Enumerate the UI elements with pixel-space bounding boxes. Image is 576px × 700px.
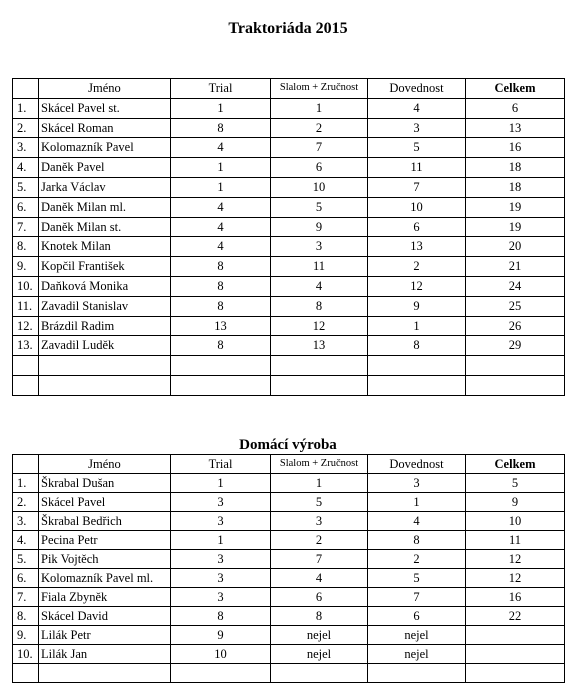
- row-trial: 1: [171, 158, 271, 178]
- header-trial: Trial: [171, 455, 271, 474]
- row-number: 10.: [13, 645, 39, 664]
- header-celkem: Celkem: [466, 79, 565, 99]
- row-slalom: 6: [271, 588, 368, 607]
- row-celkem: 18: [466, 177, 565, 197]
- row-dovednost: 5: [368, 569, 466, 588]
- row-slalom: 8: [271, 296, 368, 316]
- row-name: Skácel Pavel st.: [39, 98, 171, 118]
- header-number: [13, 79, 39, 99]
- row-trial: 9: [171, 626, 271, 645]
- row-trial: 3: [171, 588, 271, 607]
- table-row: [13, 493, 565, 512]
- table-row: [13, 626, 565, 645]
- row-number: 13.: [13, 336, 39, 356]
- row-number: 3.: [13, 512, 39, 531]
- row-celkem: [466, 645, 565, 664]
- row-trial: [171, 375, 271, 395]
- row-dovednost: 8: [368, 336, 466, 356]
- row-name: [39, 356, 171, 376]
- table-row: [13, 138, 565, 158]
- header-name: Jméno: [39, 455, 171, 474]
- row-trial: 8: [171, 607, 271, 626]
- row-number: 12.: [13, 316, 39, 336]
- table-header-row: [13, 455, 565, 474]
- row-number: 3.: [13, 138, 39, 158]
- row-slalom: 2: [271, 118, 368, 138]
- row-number: 9.: [13, 257, 39, 277]
- row-number: [13, 356, 39, 376]
- row-name: Pik Vojtěch: [39, 550, 171, 569]
- row-trial: 3: [171, 493, 271, 512]
- table-row: [13, 336, 565, 356]
- row-name: Skácel Roman: [39, 118, 171, 138]
- table-row: [13, 531, 565, 550]
- table-row: [13, 645, 565, 664]
- header-trial: Trial: [171, 79, 271, 99]
- row-name: Kolomazník Pavel: [39, 138, 171, 158]
- row-celkem: [466, 356, 565, 376]
- row-dovednost: 3: [368, 474, 466, 493]
- row-name: Pecina Petr: [39, 531, 171, 550]
- row-dovednost: 8: [368, 531, 466, 550]
- row-celkem: 19: [466, 217, 565, 237]
- table-row: [13, 356, 565, 376]
- row-name: Lilák Jan: [39, 645, 171, 664]
- row-trial: 1: [171, 474, 271, 493]
- table-row: [13, 569, 565, 588]
- row-celkem: 10: [466, 512, 565, 531]
- row-slalom: 5: [271, 197, 368, 217]
- row-number: 5.: [13, 177, 39, 197]
- row-celkem: 21: [466, 257, 565, 277]
- row-celkem: 12: [466, 550, 565, 569]
- row-dovednost: 1: [368, 316, 466, 336]
- row-slalom: nejel: [271, 626, 368, 645]
- table-header-row: [13, 79, 565, 99]
- row-celkem: 25: [466, 296, 565, 316]
- row-trial: 8: [171, 276, 271, 296]
- row-celkem: 11: [466, 531, 565, 550]
- row-slalom: 6: [271, 158, 368, 178]
- row-slalom: nejel: [271, 645, 368, 664]
- row-number: 11.: [13, 296, 39, 316]
- header-celkem: Celkem: [466, 455, 565, 474]
- page-title: Traktoriáda 2015: [228, 20, 348, 37]
- row-number: [13, 664, 39, 683]
- row-number: 5.: [13, 550, 39, 569]
- section-title: Domácí výroba: [239, 437, 337, 453]
- row-name: Daněk Pavel: [39, 158, 171, 178]
- table-row: [13, 118, 565, 138]
- row-name: Jarka Václav: [39, 177, 171, 197]
- row-dovednost: 6: [368, 217, 466, 237]
- table-row: [13, 257, 565, 277]
- row-name: Lilák Petr: [39, 626, 171, 645]
- row-trial: 3: [171, 569, 271, 588]
- row-number: 4.: [13, 158, 39, 178]
- row-dovednost: 7: [368, 177, 466, 197]
- row-slalom: 13: [271, 336, 368, 356]
- row-celkem: [466, 375, 565, 395]
- row-name: Zavadil Stanislav: [39, 296, 171, 316]
- row-number: 10.: [13, 276, 39, 296]
- row-celkem: 13: [466, 118, 565, 138]
- row-slalom: 4: [271, 276, 368, 296]
- header-dovednost: Dovednost: [368, 455, 466, 474]
- row-number: 8.: [13, 237, 39, 257]
- row-name: Kopčil František: [39, 257, 171, 277]
- header-slalom: Slalom + Zručnost: [271, 455, 368, 474]
- row-trial: [171, 356, 271, 376]
- row-celkem: 5: [466, 474, 565, 493]
- row-dovednost: 1: [368, 493, 466, 512]
- row-trial: 3: [171, 512, 271, 531]
- row-number: 4.: [13, 531, 39, 550]
- table-row: [13, 316, 565, 336]
- row-number: 6.: [13, 197, 39, 217]
- row-celkem: 29: [466, 336, 565, 356]
- row-slalom: 5: [271, 493, 368, 512]
- row-dovednost: 3: [368, 118, 466, 138]
- row-dovednost: 7: [368, 588, 466, 607]
- table-row: [13, 550, 565, 569]
- row-number: 2.: [13, 493, 39, 512]
- row-name: Knotek Milan: [39, 237, 171, 257]
- row-trial: 1: [171, 98, 271, 118]
- table-row: [13, 375, 565, 395]
- row-slalom: 3: [271, 512, 368, 531]
- table-row: [13, 296, 565, 316]
- row-celkem: 6: [466, 98, 565, 118]
- row-name: Škrabal Bedřich: [39, 512, 171, 531]
- row-slalom: 8: [271, 607, 368, 626]
- row-trial: 10: [171, 645, 271, 664]
- row-celkem: 26: [466, 316, 565, 336]
- row-dovednost: nejel: [368, 645, 466, 664]
- row-trial: 8: [171, 336, 271, 356]
- row-celkem: 22: [466, 607, 565, 626]
- results-table-homemade: [12, 454, 565, 683]
- row-name: Škrabal Dušan: [39, 474, 171, 493]
- row-trial: 4: [171, 138, 271, 158]
- row-dovednost: 5: [368, 138, 466, 158]
- table-row: [13, 217, 565, 237]
- header-name: Jméno: [39, 79, 171, 99]
- row-number: [13, 375, 39, 395]
- row-name: Daňková Monika: [39, 276, 171, 296]
- row-dovednost: 9: [368, 296, 466, 316]
- row-trial: 4: [171, 237, 271, 257]
- row-celkem: 19: [466, 197, 565, 217]
- row-number: 1.: [13, 98, 39, 118]
- row-slalom: 11: [271, 257, 368, 277]
- row-celkem: [466, 626, 565, 645]
- row-dovednost: 2: [368, 257, 466, 277]
- row-dovednost: 4: [368, 512, 466, 531]
- row-slalom: 9: [271, 217, 368, 237]
- row-name: Fiala Zbyněk: [39, 588, 171, 607]
- table-row: [13, 197, 565, 217]
- row-celkem: 20: [466, 237, 565, 257]
- row-dovednost: [368, 375, 466, 395]
- row-name: [39, 375, 171, 395]
- row-trial: 13: [171, 316, 271, 336]
- row-trial: 1: [171, 177, 271, 197]
- table-row: [13, 158, 565, 178]
- row-trial: 8: [171, 257, 271, 277]
- row-celkem: [466, 664, 565, 683]
- row-dovednost: 12: [368, 276, 466, 296]
- table-row: [13, 607, 565, 626]
- row-dovednost: 11: [368, 158, 466, 178]
- row-dovednost: 4: [368, 98, 466, 118]
- table-row: [13, 276, 565, 296]
- row-celkem: 9: [466, 493, 565, 512]
- table-row: [13, 474, 565, 493]
- row-dovednost: 2: [368, 550, 466, 569]
- table-row: [13, 177, 565, 197]
- row-dovednost: 6: [368, 607, 466, 626]
- row-name: Daněk Milan ml.: [39, 197, 171, 217]
- row-trial: 8: [171, 296, 271, 316]
- header-dovednost: Dovednost: [368, 79, 466, 99]
- row-slalom: 4: [271, 569, 368, 588]
- header-slalom: Slalom + Zručnost: [271, 79, 368, 99]
- row-dovednost: [368, 664, 466, 683]
- row-slalom: 7: [271, 550, 368, 569]
- row-trial: [171, 664, 271, 683]
- row-celkem: 16: [466, 138, 565, 158]
- row-number: 9.: [13, 626, 39, 645]
- row-slalom: [271, 664, 368, 683]
- row-slalom: 2: [271, 531, 368, 550]
- row-name: Daněk Milan st.: [39, 217, 171, 237]
- row-slalom: [271, 375, 368, 395]
- row-name: Kolomazník Pavel ml.: [39, 569, 171, 588]
- row-trial: 8: [171, 118, 271, 138]
- row-number: 6.: [13, 569, 39, 588]
- row-slalom: 7: [271, 138, 368, 158]
- row-name: Zavadil Luděk: [39, 336, 171, 356]
- table-row: [13, 588, 565, 607]
- row-slalom: 10: [271, 177, 368, 197]
- row-dovednost: nejel: [368, 626, 466, 645]
- row-name: Brázdil Radim: [39, 316, 171, 336]
- row-number: 7.: [13, 588, 39, 607]
- row-dovednost: [368, 356, 466, 376]
- row-celkem: 18: [466, 158, 565, 178]
- row-number: 8.: [13, 607, 39, 626]
- row-trial: 1: [171, 531, 271, 550]
- row-celkem: 12: [466, 569, 565, 588]
- row-celkem: 16: [466, 588, 565, 607]
- row-name: Skácel Pavel: [39, 493, 171, 512]
- header-number: [13, 455, 39, 474]
- row-slalom: 12: [271, 316, 368, 336]
- table-row: [13, 512, 565, 531]
- row-trial: 4: [171, 197, 271, 217]
- results-table-main: [12, 78, 565, 396]
- row-number: 7.: [13, 217, 39, 237]
- row-number: 2.: [13, 118, 39, 138]
- row-slalom: 3: [271, 237, 368, 257]
- row-slalom: 1: [271, 474, 368, 493]
- row-celkem: 24: [466, 276, 565, 296]
- row-trial: 3: [171, 550, 271, 569]
- row-name: Skácel David: [39, 607, 171, 626]
- table-row: [13, 237, 565, 257]
- row-dovednost: 10: [368, 197, 466, 217]
- table-row: [13, 98, 565, 118]
- table-row: [13, 664, 565, 683]
- row-name: [39, 664, 171, 683]
- row-slalom: 1: [271, 98, 368, 118]
- row-trial: 4: [171, 217, 271, 237]
- row-dovednost: 13: [368, 237, 466, 257]
- row-slalom: [271, 356, 368, 376]
- row-number: 1.: [13, 474, 39, 493]
